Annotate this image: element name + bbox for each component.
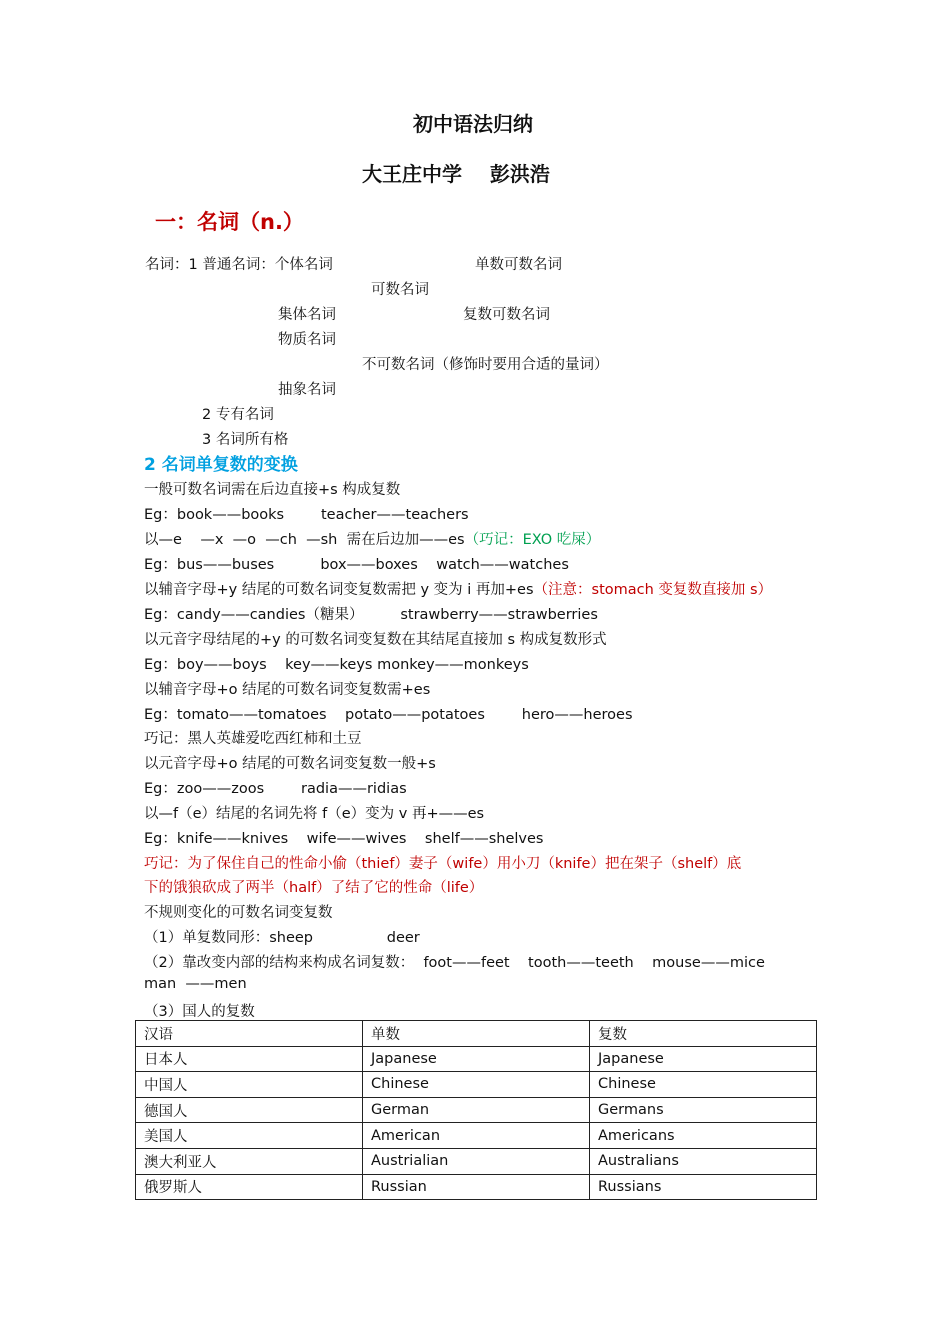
table-header-cell: 复数	[590, 1021, 817, 1047]
table-cell: German	[363, 1097, 590, 1123]
table-header-cell: 汉语	[136, 1021, 363, 1047]
tree-proper: 2 专有名词	[202, 407, 274, 423]
table-cell: Russian	[363, 1174, 590, 1200]
tip-line: 巧记：黑人英雄爱吃西红柿和土豆	[144, 731, 362, 747]
rule-line: 不规则变化的可数名词变复数	[144, 905, 333, 921]
tree-possessive: 3 名词所有格	[202, 432, 289, 448]
table-row	[136, 1046, 817, 1072]
table-cell: Austrialian	[363, 1148, 590, 1174]
table-cell: Japanese	[363, 1046, 590, 1072]
example-line: Eg：tomato——tomatoes potato——potatoes hero——heroes	[144, 707, 633, 723]
table-cell: Chinese	[590, 1072, 817, 1098]
tip-text: （巧记：EXO 吃屎）	[464, 532, 601, 548]
rule-line: 以元音字母结尾的+y 的可数名词变复数在其结尾直接加 s 构成复数形式	[144, 632, 607, 648]
example-line: man ——men	[144, 976, 247, 992]
tree-singular-countable: 单数可数名词	[475, 257, 562, 273]
table-cell: Americans	[590, 1123, 817, 1149]
nationality-table	[135, 1020, 817, 1200]
example-line: Eg：bus——buses box——boxes watch——watches	[144, 557, 569, 573]
tip-line-red: 下的饿狼砍成了两半（half）了结了它的性命（life）	[144, 880, 484, 896]
document-title: 初中语法归纳	[413, 112, 533, 136]
tree-abstract: 抽象名词	[278, 382, 336, 398]
table-cell: 美国人	[136, 1123, 363, 1149]
rule-line: 以—f（e）结尾的名词先将 f（e）变为 v 再+——es	[144, 806, 485, 822]
note-text: （注意：stomach 变复数直接加 s）	[533, 582, 773, 598]
table-header-cell: 单数	[363, 1021, 590, 1047]
example-line: Eg：knife——knives wife——wives shelf——shelves	[144, 831, 544, 847]
example-line: Eg：zoo——zoos radia——ridias	[144, 781, 407, 797]
table-row	[136, 1148, 817, 1174]
section-heading-plural: 2 名词单复数的变换	[144, 455, 298, 475]
table-cell: Chinese	[363, 1072, 590, 1098]
table-cell: Japanese	[590, 1046, 817, 1072]
rule-line: （3）国人的复数	[144, 1004, 255, 1020]
rule-line: 以元音字母+o 结尾的可数名词变复数一般+s	[144, 756, 436, 772]
example-line: Eg：boy——boys key——keys monkey——monkeys	[144, 657, 529, 673]
table-cell: American	[363, 1123, 590, 1149]
tree-uncountable: 不可数名词（修饰时要用合适的量词）	[362, 357, 609, 373]
rule-line	[144, 578, 772, 599]
table-cell: Russians	[590, 1174, 817, 1200]
rule-text: 以—e —x —o —ch —sh 需在后边加——es	[144, 532, 465, 548]
tree-collective: 集体名词	[278, 307, 336, 323]
rule-text: 以辅音字母+y 结尾的可数名词变复数需把 y 变为 i 再加+es	[144, 582, 534, 598]
tree-root: 名词：1 普通名词：个体名词	[145, 257, 333, 273]
rule-line: 以辅音字母+o 结尾的可数名词变复数需+es	[144, 682, 431, 698]
table-cell: Australians	[590, 1148, 817, 1174]
tree-plural-countable: 复数可数名词	[463, 307, 550, 323]
example-line: Eg：book——books teacher——teachers	[144, 507, 469, 523]
table-header-row	[136, 1021, 817, 1047]
table-cell: 中国人	[136, 1072, 363, 1098]
table-row	[136, 1097, 817, 1123]
tree-countable: 可数名词	[371, 282, 429, 298]
tree-material: 物质名词	[278, 332, 336, 348]
table-cell: 澳大利亚人	[136, 1148, 363, 1174]
table-row	[136, 1174, 817, 1200]
table-row	[136, 1123, 817, 1149]
table-cell: 俄罗斯人	[136, 1174, 363, 1200]
table-cell: Germans	[590, 1097, 817, 1123]
rule-line: （2）靠改变内部的结构来构成名词复数： foot——feet tooth——teeth mouse——mice	[144, 955, 765, 971]
table-cell: 德国人	[136, 1097, 363, 1123]
section-heading-nouns: 一：名词（n.）	[155, 210, 304, 234]
rule-line: 一般可数名词需在后边直接+s 构成复数	[144, 482, 401, 498]
rule-line	[144, 528, 600, 549]
table-row	[136, 1072, 817, 1098]
example-line: Eg：candy——candies（糖果） strawberry——strawberries	[144, 607, 598, 623]
rule-line: （1）单复数同形：sheep deer	[144, 930, 420, 946]
tip-line-red: 巧记：为了保住自己的性命小偷（thief）妻子（wife）用小刀（knife）把在架子（shelf）底	[144, 856, 742, 872]
table-cell: 日本人	[136, 1046, 363, 1072]
document-subtitle: 大王庄中学 彭洪浩	[362, 162, 550, 186]
